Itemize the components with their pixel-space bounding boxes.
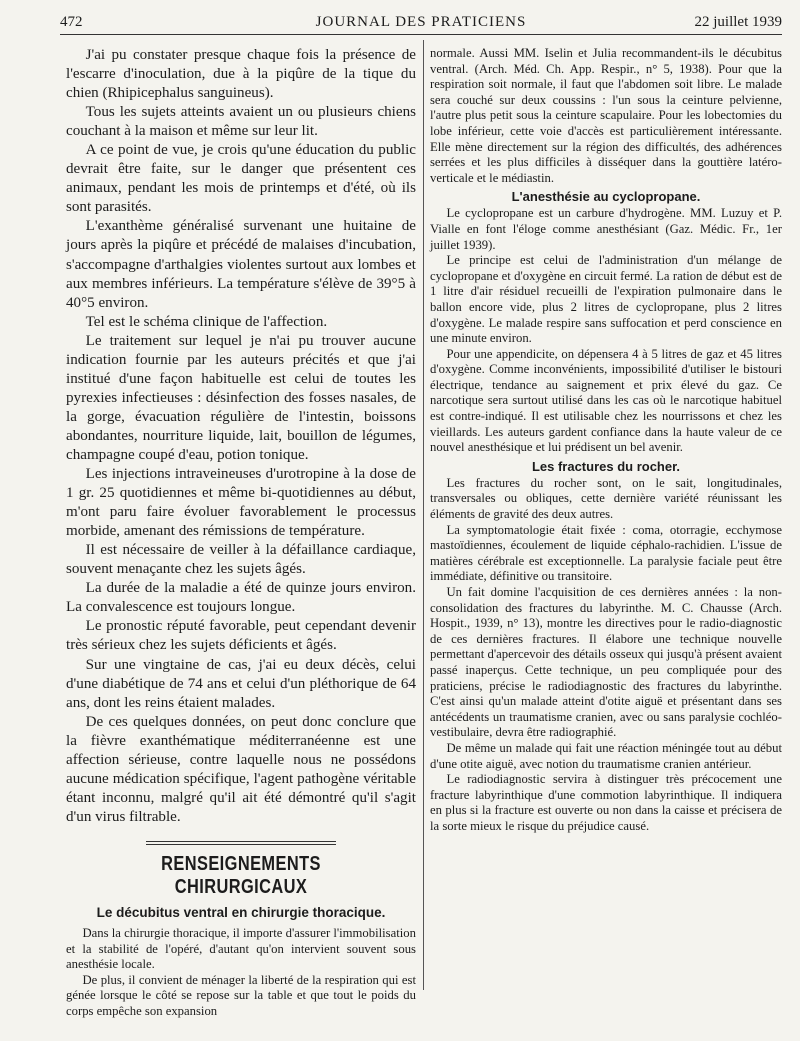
right-paragraph: Le radiodiagnostic servira à distinguer très précocement une fracture labyrinthique d'une commotion labyrinthique. Il indiquera en plus si la fracture est ouverte ou non dans la caisse et précisera de la sorte mieux le risque du préjudice causé. [430, 772, 782, 833]
left-paragraph: Les injections intraveineuses d'urotropine à la dose de 1 gr. 25 quotidiennes et même bi-quotidiennes au début, m'ont paru faire évoluer favorablement le processus morbide, amenant des rémissions de température. [66, 466, 416, 540]
right-paragraph: Un fait domine l'acquisition de ces dernières années : la non-consolidation des fractures du labyrinthe. M. C. Chausse (Arch. Hospit., 1939, n° 13), montre les directives pour le radio-diagnostic de ces dernières fractures. Il élabore une technique nouvelle permettant d'apercevoir des détails osseux qui jusqu'à présent avaient passé inaperçus. Cette technique, un peu compliquée pour des praticiens, précise le radiodiagnostic des fractures du labyrinthe. C'est ainsi qu'un malade atteint d'otite aiguë et présentant dans ses antécédents un traumatisme cranien, avec ou sans paralysie cochléo-vestibulaire, devra être radiographié. [430, 585, 782, 740]
header-rule [60, 34, 782, 35]
left-paragraph: Le pronostic réputé favorable, peut cependant devenir très sérieux chez les sujets déficients et âgés. [66, 618, 416, 654]
issue-date: 22 juillet 1939 [694, 14, 782, 30]
page-number: 472 [60, 14, 83, 30]
section-title: RENSEIGNEMENTS CHIRURGICAUX [161, 852, 321, 898]
right-paragraph: De même un malade qui fait une réaction méningée tout au début d'une otite aiguë, avec notion du traumatisme cranien antérieur. [430, 740, 782, 771]
left-paragraph: Le traitement sur lequel je n'ai pu trouver aucune indication fournie par les auteurs précités et que j'ai institué d'une façon habituelle est celui de toutes les pyrexies infectieuses : désinfection des fosses nasales, de la gorge, évacuation régulière de l'intestin, boissons abondantes, nourriture liquide, lait, bouillon de légumes, champagne coupé d'eau, potion tonique. [66, 332, 416, 463]
right-paragraph: Les fractures du rocher sont, on le sait, longitudinales, transversales ou obliques, cette dernière variété réunissant les éléments de gravité des deux autres. [430, 475, 782, 522]
left-paragraph: Sur une vingtaine de cas, j'ai eu deux décès, celui d'une diabétique de 74 ans et celui d'un pléthorique de 64 ans, dont les reins étaient malades. [66, 656, 416, 711]
left-paragraph: L'exanthème généralisé survenant une huitaine de jours après la piqûre et précédé de malaises d'incubation, s'accompagne d'arthalgies violentes surtout aux lombes et aux membres inférieurs. La température s'élève de 39°5 à 40°5 environ. [66, 218, 416, 311]
right-paragraph: La symptomatologie était fixée : coma, otorragie, ecchymose mastoïdiennes, écoulement de liquide céphalo-rachidien. L'issue de matières cérébrale est exceptionnelle. La paralysie faciale peut être immédiate, définitive ou transitoire. [430, 522, 782, 584]
right-paragraph: Le principe est celui de l'administration d'un mélange de cyclopropane et d'oxygène en circuit fermé. La ration de début est de 1 litre d'air résiduel recueilli de l'expiration pulmonaire dans le ballon encore vide, plus 2 litres de cyclopropane, plus 2 litres d'oxygène. Le malade respire sans suffocation et perd conscience en une minute environ. [430, 253, 782, 346]
left-paragraph: J'ai pu constater presque chaque fois la présence de l'escarre d'inoculation, due à la piqûre de la tique du chien (Rhipicephalus sanguineus). [66, 47, 416, 102]
journal-title: JOURNAL DES PRATICIENS [315, 14, 527, 30]
right-paragraph: Le cyclopropane est un carbure d'hydrogène. MM. Luzuy et P. Vialle en font l'éloge comme anesthésiant (Gaz. Médic. Fr., 1er juillet 1939). [430, 206, 782, 252]
left-paragraph: Il est nécessaire de veiller à la défaillance cardiaque, souvent menaçante chez les sujets âgés. [66, 542, 416, 578]
section-heading: Les fractures du rocher. [531, 458, 681, 474]
left-paragraph: De plus, il convient de ménager la liberté de la respiration qui est génée lorsque le côté se repose sur la table et que tout le poids du corps empêche son expansion [66, 972, 416, 1018]
left-column [66, 46, 416, 1019]
page-header [60, 10, 782, 34]
section-ornament-rule [146, 841, 336, 845]
section-heading: L'anesthésie au cyclopropane. [511, 189, 701, 205]
right-column [430, 46, 782, 835]
left-paragraph: Tel est le schéma clinique de l'affection. [85, 313, 328, 330]
column-divider [423, 40, 424, 990]
right-paragraph: Pour une appendicite, on dépensera 4 à 5 litres de gaz et 45 litres d'oxygène. Comme inconvénients, impossibilité d'utiliser le bistouri électrique, tendance au saignement et prix élevé du gaz. Ce narcotique sera surtout utilisé dans les cas où le narcotique habituel est contre-indiqué. Il est utilisable chez les nourrissons et chez les vieillards. Les auteurs gardent confiance dans la haute valeur de ce nouvel anesthésique et lui prédisent un bel avenir. [430, 346, 782, 455]
left-paragraph: De ces quelques données, on peut donc conclure que la fièvre exanthématique méditerranéenne est une affection sérieuse, contre laquelle nous ne possédons aucune médication spécifique, l'agent pathogène véritable étant inconnu, malgré qu'il ait été démontré qu'il s'agit d'un virus filtrable. [66, 713, 416, 825]
left-paragraph: Dans la chirurgie thoracique, il importe d'assurer l'immobilisation et la stabilité de l'opéré, d'autant qu'on intervient souvent sous anesthésie locale. [66, 925, 416, 972]
right-paragraph: normale. Aussi MM. Iselin et Julia recommandent-ils le décubitus ventral. (Arch. Méd. Ch. App. Respir., n° 5, 1938). Pour que la respiration soit normale, il faut que l'abdomen soit libre. Le malade sera couché sur deux coussins : l'un sous la ceinture pelvienne, l'autre plus petit sous la ceinture scapulaire. Pour les lobectomies du lobe inférieur, cette voie d'accès est particulièrement intéressante. Elle mène directement sur la région des difficultés, des adhérences serrées et les plus difficiles à disséquer dans la gouttière latéro-verticale et le médiastin. [430, 46, 782, 185]
left-paragraph: La durée de la maladie a été de quinze jours environ. La convalescence est toujours longue. [66, 580, 416, 616]
subsection-title: Le décubitus ventral en chirurgie thoracique. [96, 904, 386, 920]
left-paragraph: A ce point de vue, je crois qu'une éducation du public devrait être faite, sur le danger que présentent ces animaux, pendant les mois de printemps et d'été, où ils sont parasités. [66, 142, 416, 216]
left-paragraph: Tous les sujets atteints avaient un ou plusieurs chiens couchant à la maison et même sur leur lit. [66, 104, 416, 140]
